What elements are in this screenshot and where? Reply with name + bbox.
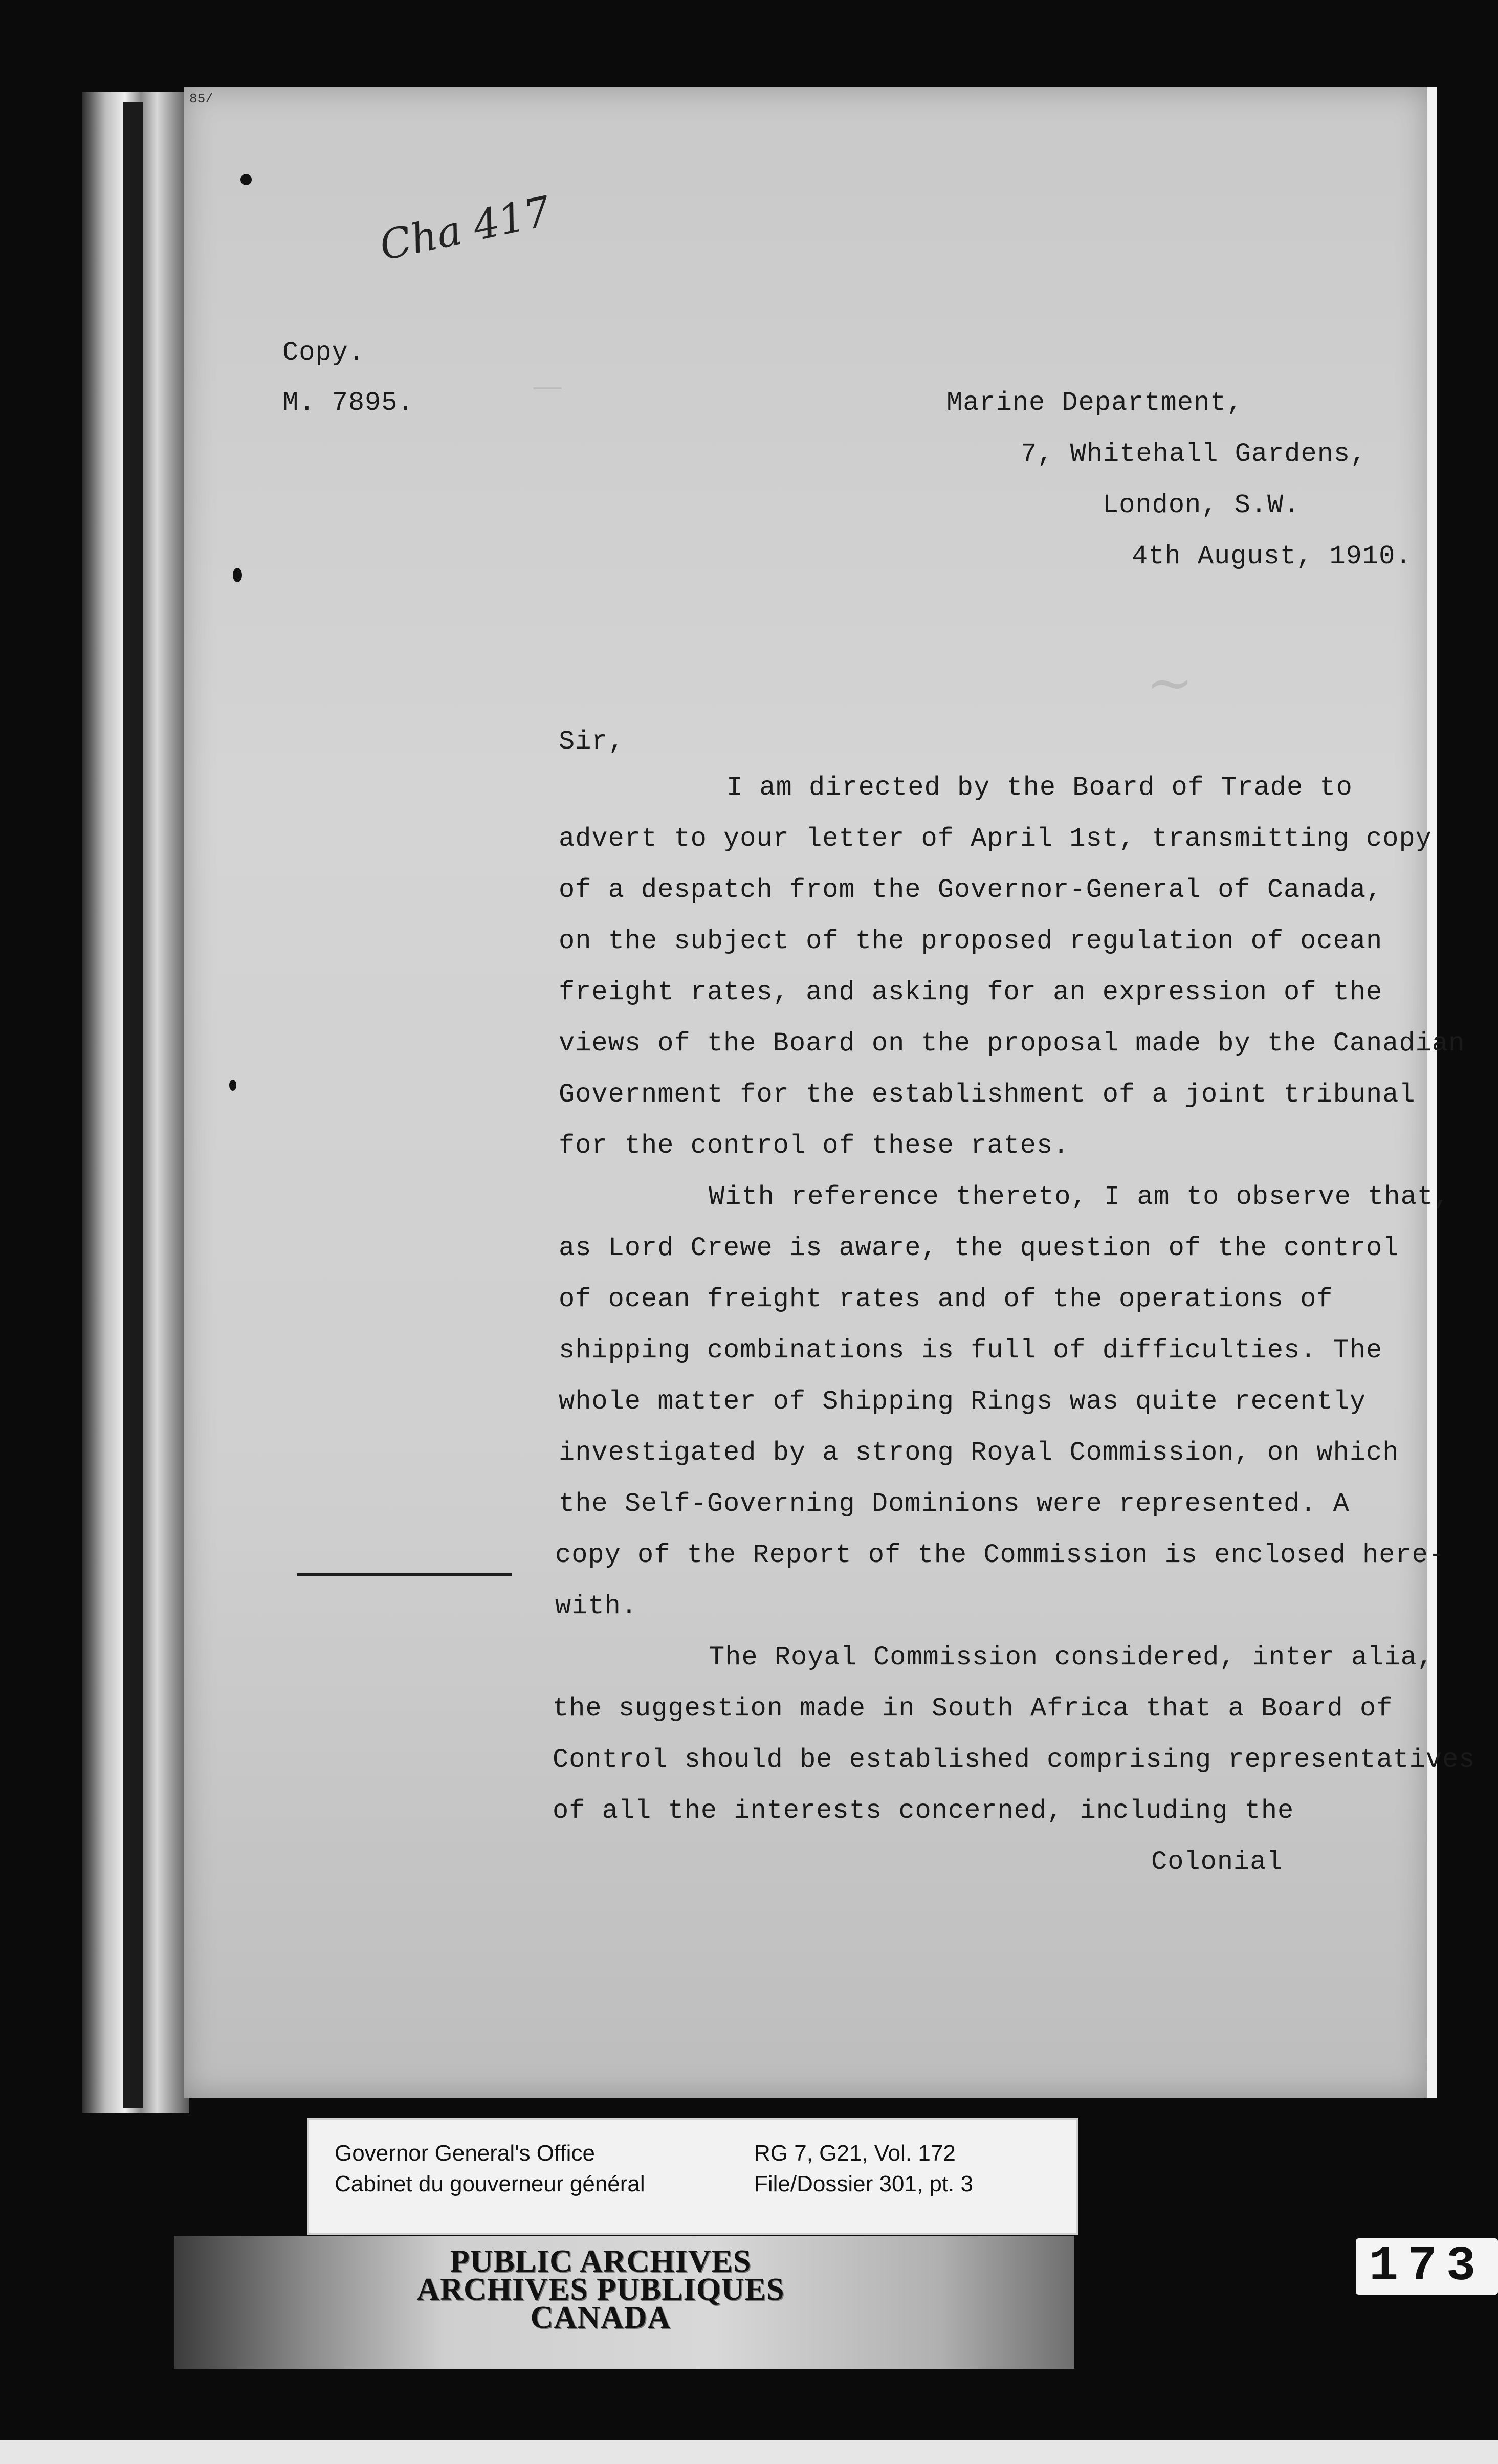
film-edge bbox=[0, 2440, 1498, 2464]
body-line: on the subject of the proposed regulation of ocean bbox=[559, 926, 1383, 956]
frame-number: 173 bbox=[1356, 2238, 1498, 2295]
body-line: I am directed by the Board of Trade to bbox=[726, 773, 1353, 803]
office-name-fr: Cabinet du gouverneur général bbox=[335, 2171, 645, 2196]
handwritten-note: Cha 417 bbox=[376, 187, 555, 270]
office-name-en: Governor General's Office bbox=[335, 2141, 595, 2166]
archive-label-card bbox=[307, 2118, 1078, 2235]
address-line: Marine Department, bbox=[946, 388, 1243, 418]
body-line: of all the interests concerned, including the bbox=[553, 1796, 1294, 1826]
body-line: whole matter of Shipping Rings was quite recently bbox=[559, 1387, 1367, 1417]
body-line: the suggestion made in South Africa that a Board of bbox=[553, 1693, 1393, 1724]
speck-mark bbox=[240, 174, 252, 185]
letter-date: 4th August, 1910. bbox=[1132, 541, 1412, 571]
punch-mark bbox=[233, 568, 242, 582]
body-line: investigated by a strong Royal Commission, on which bbox=[559, 1438, 1399, 1468]
archive-line-fr: ARCHIVES PUBLIQUES bbox=[416, 2272, 785, 2307]
punch-mark bbox=[229, 1080, 236, 1091]
copy-label: Copy. bbox=[282, 338, 365, 368]
body-line: freight rates, and asking for an expression of the bbox=[559, 977, 1383, 1007]
address-line: 7, Whitehall Gardens, bbox=[1021, 439, 1367, 469]
body-line: shipping combinations is full of difficulties. The bbox=[559, 1335, 1383, 1366]
address-line: London, S.W. bbox=[1103, 490, 1301, 520]
body-line: of a despatch from the Governor-General of Canada, bbox=[559, 875, 1383, 905]
body-line: With reference thereto, I am to observe that, bbox=[709, 1182, 1450, 1212]
body-line: The Royal Commission considered, inter alia, bbox=[709, 1642, 1434, 1673]
body-line: for the control of these rates. bbox=[559, 1131, 1070, 1161]
margin-rule bbox=[297, 1573, 512, 1576]
bleed-through-mark: ~ bbox=[1146, 650, 1194, 715]
body-line: of ocean freight rates and of the operations of bbox=[559, 1284, 1333, 1314]
body-line: with. bbox=[555, 1591, 638, 1621]
catchword: Colonial bbox=[1151, 1847, 1283, 1877]
binding-shadow bbox=[123, 102, 143, 2108]
body-line: as Lord Crewe is aware, the question of the control bbox=[559, 1233, 1399, 1263]
record-group: RG 7, G21, Vol. 172 bbox=[754, 2141, 956, 2166]
bleed-through-text: — bbox=[532, 368, 563, 404]
body-line: copy of the Report of the Commission is enclosed here- bbox=[555, 1540, 1445, 1570]
file-number: File/Dossier 301, pt. 3 bbox=[754, 2171, 973, 2196]
page-edge bbox=[1427, 87, 1437, 2098]
archive-line-en: PUBLIC ARCHIVES bbox=[450, 2244, 752, 2279]
reference-number: M. 7895. bbox=[282, 388, 414, 418]
archive-line-country: CANADA bbox=[530, 2300, 671, 2335]
body-line: advert to your letter of April 1st, transmitting copy bbox=[559, 824, 1432, 854]
body-line: Control should be established comprising representatives bbox=[553, 1745, 1475, 1775]
body-line: Government for the establishment of a joint tribunal bbox=[559, 1080, 1416, 1110]
corner-mark: 85/ bbox=[189, 91, 213, 106]
salutation: Sir, bbox=[559, 727, 625, 757]
body-line: the Self-Governing Dominions were represented. A bbox=[559, 1489, 1350, 1519]
body-line: views of the Board on the proposal made by the Canadian bbox=[559, 1028, 1465, 1059]
